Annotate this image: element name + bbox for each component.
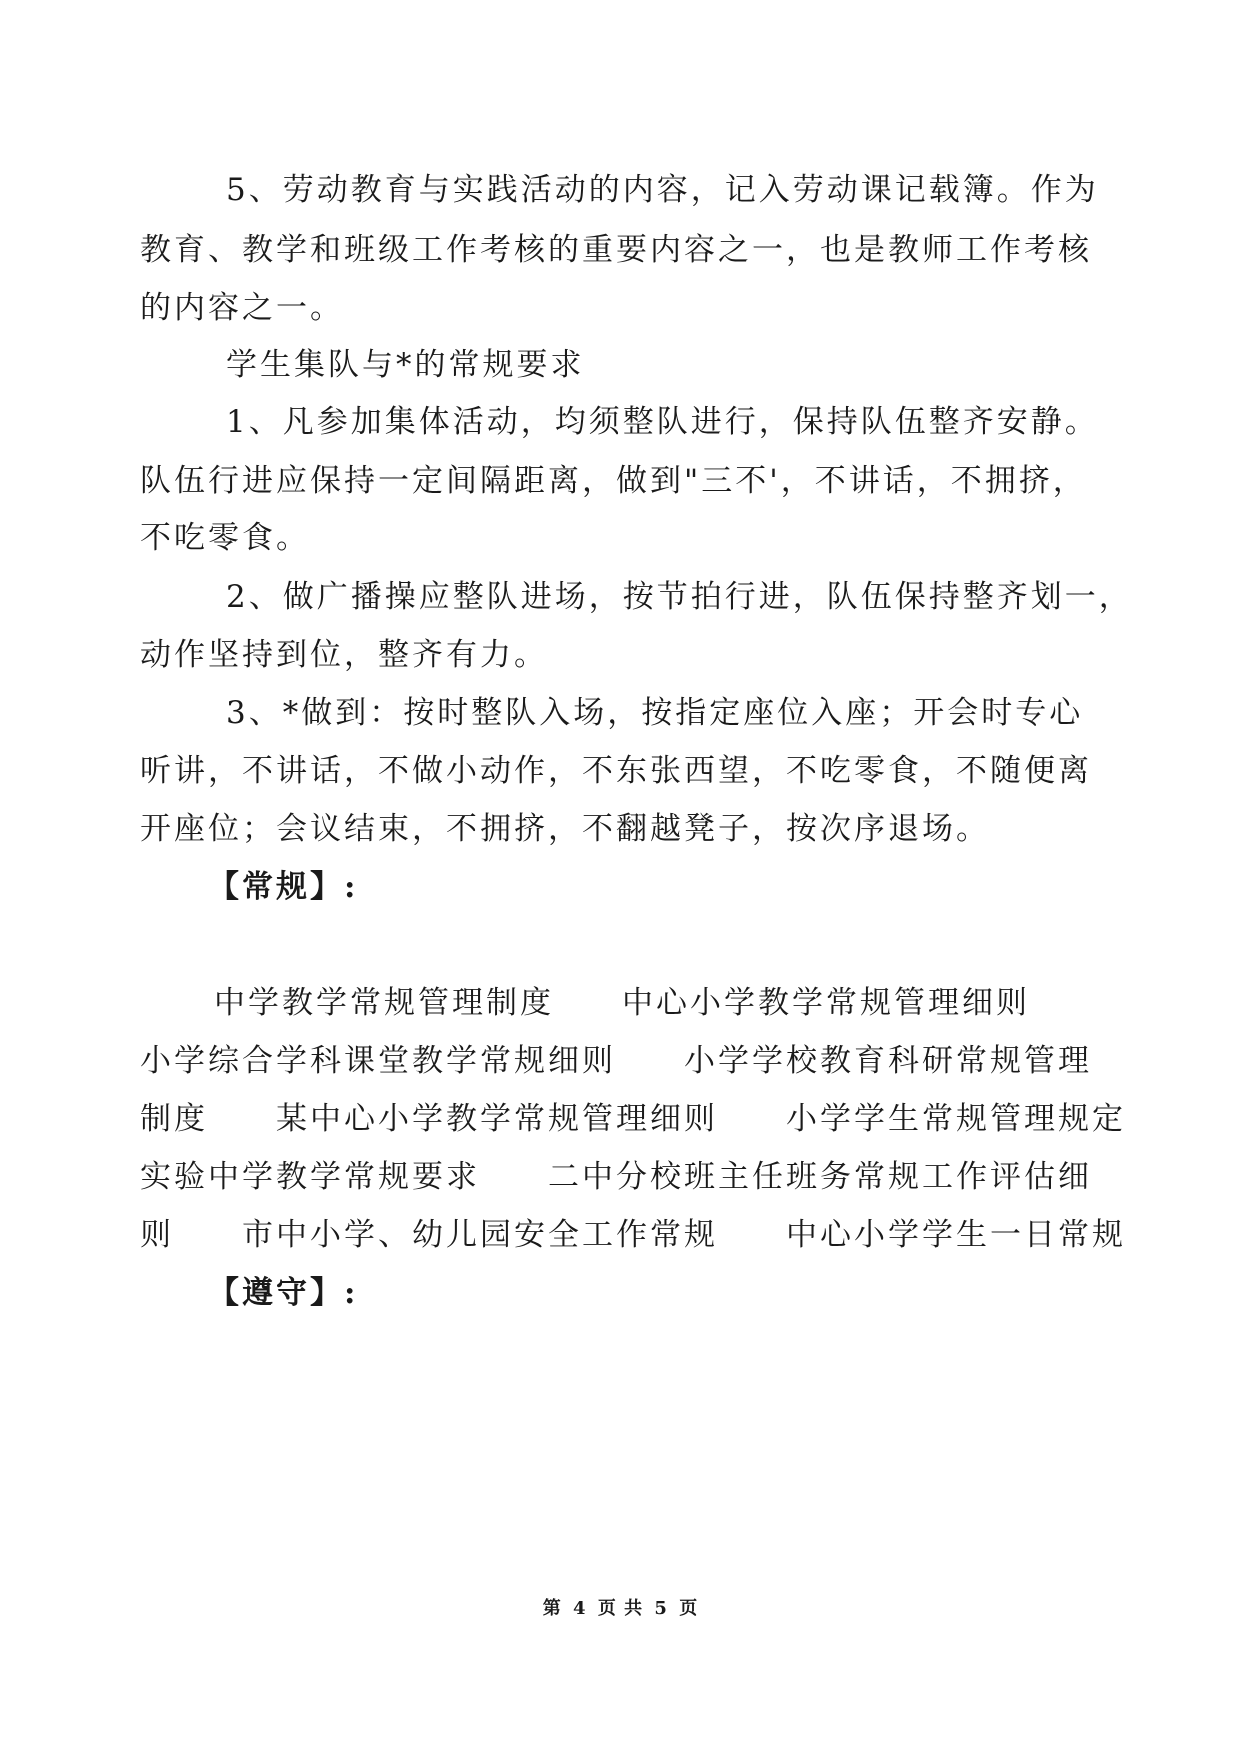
tag-heading-regular: 【常规】: — [208, 869, 359, 905]
rule-1-line-1: 1、凡参加集体活动，均须整队进行，保持队伍整齐安静。 — [226, 404, 1099, 440]
related-links-line-3: 制度 某中心小学教学常规管理细则 小学学生常规管理规定 — [140, 1101, 1126, 1137]
footer-current-page: 4 — [573, 1598, 587, 1619]
related-links-line-5: 则 市中小学、幼儿园安全工作常规 中心小学学生一日常规 — [140, 1217, 1126, 1253]
footer-total-pages: 5 — [654, 1598, 668, 1619]
related-links-line-1: 中学教学常规管理制度 中心小学教学常规管理细则 — [214, 985, 1030, 1021]
footer-middle: 页 共 — [597, 1598, 644, 1619]
paragraph-5-line-2: 教育、教学和班级工作考核的重要内容之一，也是教师工作考核 — [140, 232, 1092, 268]
page-footer — [0, 1594, 1241, 1620]
section-heading: 学生集队与*的常规要求 — [226, 347, 585, 383]
footer-prefix: 第 — [542, 1598, 562, 1619]
rule-3-line-1: 3、*做到：按时整队入场，按指定座位入座；开会时专心 — [226, 695, 1084, 731]
rule-1-line-2: 队伍行进应保持一定间隔距离，做到"三不'，不讲话，不拥挤， — [140, 463, 1087, 499]
rule-2-line-2: 动作坚持到位，整齐有力。 — [140, 637, 548, 673]
tag-heading-comply: 【遵守】: — [208, 1275, 359, 1311]
paragraph-5-line-1: 5、劳动教育与实践活动的内容，记入劳动课记载簿。作为 — [226, 172, 1099, 208]
rule-1-line-3: 不吃零食。 — [140, 520, 310, 556]
rule-3-line-3: 开座位；会议结束，不拥挤，不翻越凳子，按次序退场。 — [140, 811, 990, 847]
related-links-line-2: 小学综合学科课堂教学常规细则 小学学校教育科研常规管理 — [140, 1043, 1092, 1079]
paragraph-5-line-3: 的内容之一。 — [140, 290, 344, 326]
footer-suffix: 页 — [679, 1598, 699, 1619]
related-links-line-4: 实验中学教学常规要求 二中分校班主任班务常规工作评估细 — [140, 1159, 1092, 1195]
rule-3-line-2: 听讲，不讲话，不做小动作，不东张西望，不吃零食，不随便离 — [140, 753, 1092, 789]
rule-2-line-1: 2、做广播操应整队进场，按节拍行进，队伍保持整齐划一， — [226, 579, 1133, 615]
